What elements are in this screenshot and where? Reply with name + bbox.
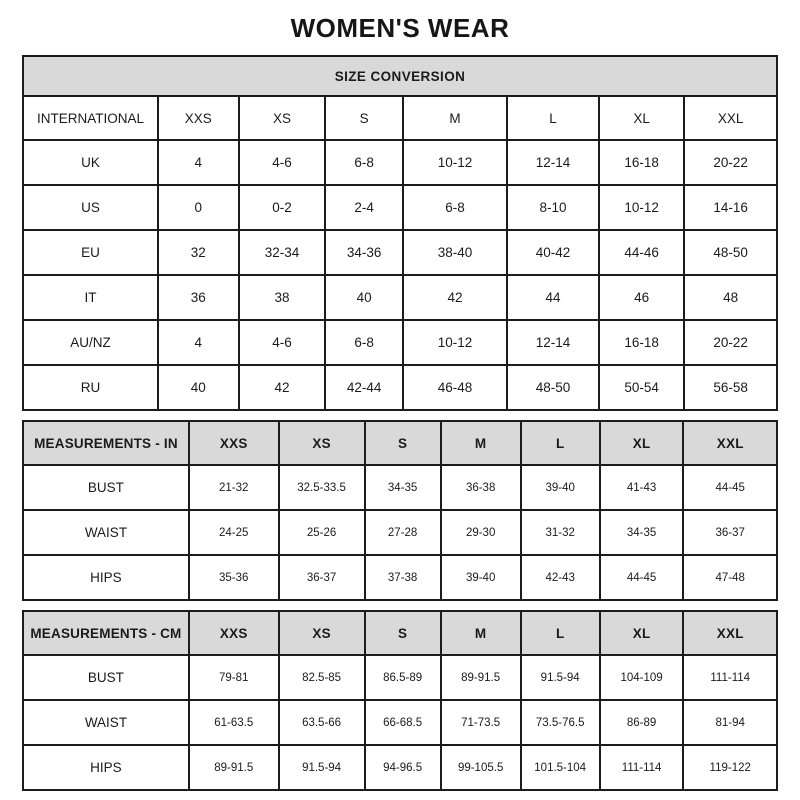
value-cell: 36-37: [683, 510, 777, 555]
value-cell: 41-43: [600, 465, 684, 510]
column-header-l: L: [521, 611, 600, 655]
size-conversion-header-row: [23, 56, 777, 96]
value-cell: 42: [403, 275, 507, 320]
column-header-s: S: [365, 611, 441, 655]
value-cell: 20-22: [684, 320, 777, 365]
row-label: IT: [23, 275, 158, 320]
value-cell: 21-32: [189, 465, 279, 510]
value-cell: 86-89: [600, 700, 684, 745]
value-cell: 6-8: [325, 140, 403, 185]
table-row: [23, 140, 777, 185]
table-row: [23, 510, 777, 555]
row-label: WAIST: [23, 700, 189, 745]
value-cell: 0-2: [239, 185, 326, 230]
value-cell: 6-8: [325, 320, 403, 365]
column-header-xxl: XXL: [683, 421, 777, 465]
row-label: HIPS: [23, 745, 189, 790]
measurements-cm-title: MEASUREMENTS - CM: [23, 611, 189, 655]
value-cell: 24-25: [189, 510, 279, 555]
row-label: AU/NZ: [23, 320, 158, 365]
table-row: [23, 700, 777, 745]
value-cell: 16-18: [599, 140, 684, 185]
table-row: [23, 555, 777, 600]
table-row: [23, 465, 777, 510]
value-cell: 94-96.5: [365, 745, 441, 790]
table-row: [23, 275, 777, 320]
value-cell: 40: [325, 275, 403, 320]
value-cell: 48-50: [684, 230, 777, 275]
size-conversion-table: [22, 55, 778, 411]
value-cell: 4: [158, 320, 239, 365]
measurements-in-title: MEASUREMENTS - IN: [23, 421, 189, 465]
value-cell: 42: [239, 365, 326, 410]
column-header-xxl: XXL: [684, 96, 777, 140]
value-cell: 6-8: [403, 185, 507, 230]
value-cell: 71-73.5: [441, 700, 521, 745]
table-row: [23, 320, 777, 365]
row-label: RU: [23, 365, 158, 410]
value-cell: 12-14: [507, 320, 599, 365]
value-cell: 73.5-76.5: [521, 700, 600, 745]
value-cell: 16-18: [599, 320, 684, 365]
value-cell: 10-12: [599, 185, 684, 230]
column-header-xl: XL: [600, 421, 684, 465]
row-label: EU: [23, 230, 158, 275]
value-cell: 101.5-104: [521, 745, 600, 790]
value-cell: 47-48: [683, 555, 777, 600]
table-row: [23, 655, 777, 700]
value-cell: 14-16: [684, 185, 777, 230]
row-label: HIPS: [23, 555, 189, 600]
value-cell: 42-43: [521, 555, 600, 600]
size-conversion-title: SIZE CONVERSION: [23, 56, 777, 96]
measurements-cm-header-row: [23, 611, 777, 655]
value-cell: 44-45: [683, 465, 777, 510]
value-cell: 39-40: [441, 555, 521, 600]
page-title: WOMEN'S WEAR: [290, 13, 510, 43]
value-cell: 42-44: [325, 365, 403, 410]
value-cell: 2-4: [325, 185, 403, 230]
table-row: [23, 365, 777, 410]
row-label: US: [23, 185, 158, 230]
table-row: [23, 230, 777, 275]
measurements-cm-table: [22, 610, 778, 791]
value-cell: 99-105.5: [441, 745, 521, 790]
column-header-l: L: [507, 96, 599, 140]
column-header-m: M: [441, 611, 521, 655]
column-header-xl: XL: [599, 96, 684, 140]
column-header-s: S: [365, 421, 441, 465]
column-header-xl: XL: [600, 611, 684, 655]
value-cell: 27-28: [365, 510, 441, 555]
value-cell: 82.5-85: [279, 655, 365, 700]
table-row: [23, 745, 777, 790]
value-cell: 0: [158, 185, 239, 230]
value-cell: 29-30: [441, 510, 521, 555]
value-cell: 46: [599, 275, 684, 320]
value-cell: 34-36: [325, 230, 403, 275]
value-cell: 86.5-89: [365, 655, 441, 700]
value-cell: 12-14: [507, 140, 599, 185]
value-cell: 34-35: [600, 510, 684, 555]
value-cell: 34-35: [365, 465, 441, 510]
table-row: [23, 185, 777, 230]
value-cell: 104-109: [600, 655, 684, 700]
value-cell: 48-50: [507, 365, 599, 410]
value-cell: 10-12: [403, 320, 507, 365]
value-cell: 40-42: [507, 230, 599, 275]
value-cell: 39-40: [521, 465, 600, 510]
value-cell: 44-46: [599, 230, 684, 275]
size-conversion-columns-row: [23, 96, 777, 140]
row-label: UK: [23, 140, 158, 185]
value-cell: 32-34: [239, 230, 326, 275]
size-chart-page: [0, 13, 800, 791]
measurements-in-table: [22, 420, 778, 601]
value-cell: 31-32: [521, 510, 600, 555]
value-cell: 89-91.5: [189, 745, 279, 790]
value-cell: 38-40: [403, 230, 507, 275]
value-cell: 111-114: [683, 655, 777, 700]
column-header-xxs: XXS: [158, 96, 239, 140]
column-header-xxs: XXS: [189, 421, 279, 465]
value-cell: 20-22: [684, 140, 777, 185]
value-cell: 56-58: [684, 365, 777, 410]
value-cell: 10-12: [403, 140, 507, 185]
value-cell: 32.5-33.5: [279, 465, 365, 510]
column-header-xs: XS: [279, 421, 365, 465]
value-cell: 61-63.5: [189, 700, 279, 745]
row-label: BUST: [23, 465, 189, 510]
value-cell: 79-81: [189, 655, 279, 700]
value-cell: 91.5-94: [521, 655, 600, 700]
column-header-xxs: XXS: [189, 611, 279, 655]
value-cell: 89-91.5: [441, 655, 521, 700]
value-cell: 36-37: [279, 555, 365, 600]
value-cell: 37-38: [365, 555, 441, 600]
row-label: WAIST: [23, 510, 189, 555]
value-cell: 36: [158, 275, 239, 320]
value-cell: 91.5-94: [279, 745, 365, 790]
value-cell: 46-48: [403, 365, 507, 410]
value-cell: 4-6: [239, 320, 326, 365]
value-cell: 38: [239, 275, 326, 320]
value-cell: 8-10: [507, 185, 599, 230]
value-cell: 32: [158, 230, 239, 275]
column-header-l: L: [521, 421, 600, 465]
column-header-international: INTERNATIONAL: [23, 96, 158, 140]
value-cell: 4: [158, 140, 239, 185]
column-header-m: M: [441, 421, 521, 465]
value-cell: 44: [507, 275, 599, 320]
column-header-xs: XS: [239, 96, 326, 140]
value-cell: 66-68.5: [365, 700, 441, 745]
value-cell: 119-122: [683, 745, 777, 790]
measurements-in-header-row: [23, 421, 777, 465]
value-cell: 81-94: [683, 700, 777, 745]
value-cell: 40: [158, 365, 239, 410]
value-cell: 63.5-66: [279, 700, 365, 745]
column-header-s: S: [325, 96, 403, 140]
value-cell: 36-38: [441, 465, 521, 510]
value-cell: 50-54: [599, 365, 684, 410]
value-cell: 4-6: [239, 140, 326, 185]
value-cell: 44-45: [600, 555, 684, 600]
row-label: BUST: [23, 655, 189, 700]
column-header-m: M: [403, 96, 507, 140]
value-cell: 48: [684, 275, 777, 320]
column-header-xs: XS: [279, 611, 365, 655]
value-cell: 35-36: [189, 555, 279, 600]
value-cell: 25-26: [279, 510, 365, 555]
value-cell: 111-114: [600, 745, 684, 790]
column-header-xxl: XXL: [683, 611, 777, 655]
